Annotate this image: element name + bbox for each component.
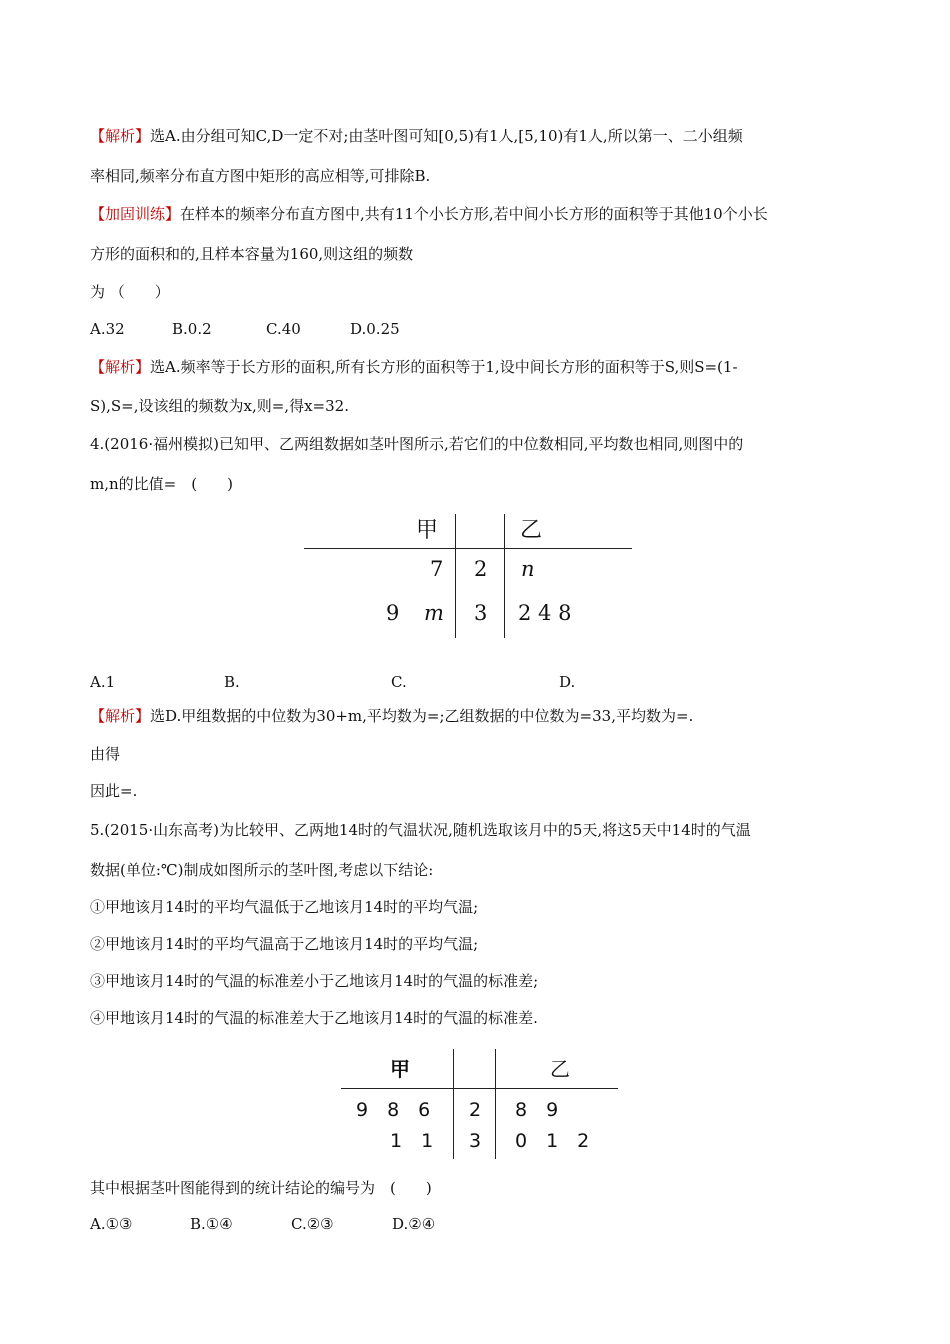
analysis-paragraph-3-line-2: 由得 <box>90 745 121 763</box>
option-b-1: B.0.2 <box>172 320 212 338</box>
stem-leaf-1-row1-stem: 2 <box>474 557 488 581</box>
stem-leaf-2-row1-leaf-right: 8 9 <box>515 1099 559 1121</box>
option-c-2: C. <box>391 673 407 691</box>
question-4-line-1: 4.(2016·福州模拟)已知甲、乙两组数据如茎叶图所示,若它们的中位数相同,平均数也相同,则图中的 <box>90 435 744 453</box>
stem-leaf-1-left-divider <box>455 514 456 638</box>
question-5-prompt: 其中根据茎叶图能得到的统计结论的编号为 ( ) <box>90 1179 432 1197</box>
question-5-line-1: 5.(2015·山东高考)为比较甲、乙两地14时的气温状况,随机选取该月中的5天,将这5天中14时的气温 <box>90 821 751 839</box>
analysis-paragraph-3-line-3: 因此=. <box>90 782 138 800</box>
option-b-3: B.①④ <box>190 1215 233 1233</box>
extra-training-line-3: 为 （ ） <box>90 283 170 301</box>
option-a-2: A.1 <box>90 673 116 691</box>
stem-leaf-2-left-divider <box>453 1049 454 1159</box>
option-d-1: D.0.25 <box>350 320 400 338</box>
analysis-paragraph-2-line-2: S),S=,设该组的频数为x,则=,得x=32. <box>90 397 349 415</box>
analysis-2-text: 选A.频率等于长方形的面积,所有长方形的面积等于1,设中间长方形的面积等于S,则S=(1- <box>150 358 738 376</box>
stem-leaf-2-horizontal-line <box>341 1088 618 1089</box>
option-b-2: B. <box>224 673 240 691</box>
stem-leaf-plot-2 <box>338 1046 620 1162</box>
stem-leaf-2-right-divider <box>495 1049 496 1159</box>
option-a-1: A.32 <box>90 320 125 338</box>
stem-leaf-2-row2-stem: 3 <box>469 1130 482 1152</box>
stem-leaf-1-row2-stem: 3 <box>474 601 488 625</box>
conclusion-2: ②甲地该月14时的平均气温高于乙地该月14时的平均气温; <box>90 935 479 953</box>
stem-leaf-1-row1-leaf-left: 7 <box>430 557 444 581</box>
stem-leaf-1-row2-leaf-right: 2 4 8 <box>518 601 572 625</box>
stem-leaf-2-row1-leaf-left: 9 8 6 <box>356 1099 431 1121</box>
stem-leaf-1-header-right: 乙 <box>520 518 543 543</box>
conclusion-4: ④甲地该月14时的气温的标准差大于乙地该月14时的气温的标准差. <box>90 1009 538 1027</box>
analysis-3-text: 选D.甲组数据的中位数为30+m,平均数为=;乙组数据的中位数为=33,平均数为=. <box>150 707 694 725</box>
analysis-1-text: 选A.由分组可知C,D一定不对;由茎叶图可知[0,5)有1人,[5,10)有1人,所以第一、二小组频 <box>150 127 743 145</box>
stem-leaf-2-row2-leaf-left: 1 1 <box>390 1130 434 1152</box>
stem-leaf-1-right-divider <box>504 514 505 638</box>
extra-training-line-1 <box>90 204 768 224</box>
analysis-tag: 【解析】 <box>90 127 151 145</box>
question-4-line-2: m,n的比值= ( ) <box>90 475 233 493</box>
analysis-paragraph-1-line-2: 率相同,频率分布直方图中矩形的高应相等,可排除B. <box>90 167 431 185</box>
stem-leaf-2-header-left: 甲 <box>390 1057 410 1081</box>
option-d-3: D.②④ <box>392 1215 436 1233</box>
question-5-line-2: 数据(单位:℃)制成如图所示的茎叶图,考虑以下结论: <box>90 861 434 879</box>
stem-leaf-1-row2-leaf-left-2: m <box>424 601 444 625</box>
option-c-1: C.40 <box>266 320 301 338</box>
analysis-paragraph-2-line-1 <box>90 357 738 377</box>
extra-training-text: 在样本的频率分布直方图中,共有11个小长方形,若中间小长方形的面积等于其他10个小长 <box>180 205 768 223</box>
extra-training-line-2: 方形的面积和的,且样本容量为160,则这组的频数 <box>90 245 414 263</box>
conclusion-1: ①甲地该月14时的平均气温低于乙地该月14时的平均气温; <box>90 898 479 916</box>
option-a-3: A.①③ <box>90 1215 133 1233</box>
stem-leaf-plot-1 <box>300 510 635 640</box>
option-d-2: D. <box>559 673 576 691</box>
conclusion-3: ③甲地该月14时的气温的标准差小于乙地该月14时的气温的标准差; <box>90 972 539 990</box>
stem-leaf-1-header-left: 甲 <box>416 518 439 543</box>
stem-leaf-1-horizontal-line <box>304 548 632 549</box>
stem-leaf-1-row1-leaf-right: n <box>521 557 535 581</box>
extra-training-tag: 【加固训练】 <box>90 205 181 223</box>
stem-leaf-2-row1-stem: 2 <box>469 1099 482 1121</box>
option-c-3: C.②③ <box>291 1215 334 1233</box>
analysis-paragraph-3-line-1 <box>90 706 693 726</box>
analysis-tag: 【解析】 <box>90 707 151 725</box>
stem-leaf-1-row2-leaf-left-1: 9 <box>386 601 400 625</box>
analysis-paragraph-1-line-1 <box>90 126 743 146</box>
stem-leaf-2-header-right: 乙 <box>550 1057 570 1081</box>
analysis-tag: 【解析】 <box>90 358 151 376</box>
stem-leaf-2-row2-leaf-right: 0 1 2 <box>515 1130 590 1152</box>
